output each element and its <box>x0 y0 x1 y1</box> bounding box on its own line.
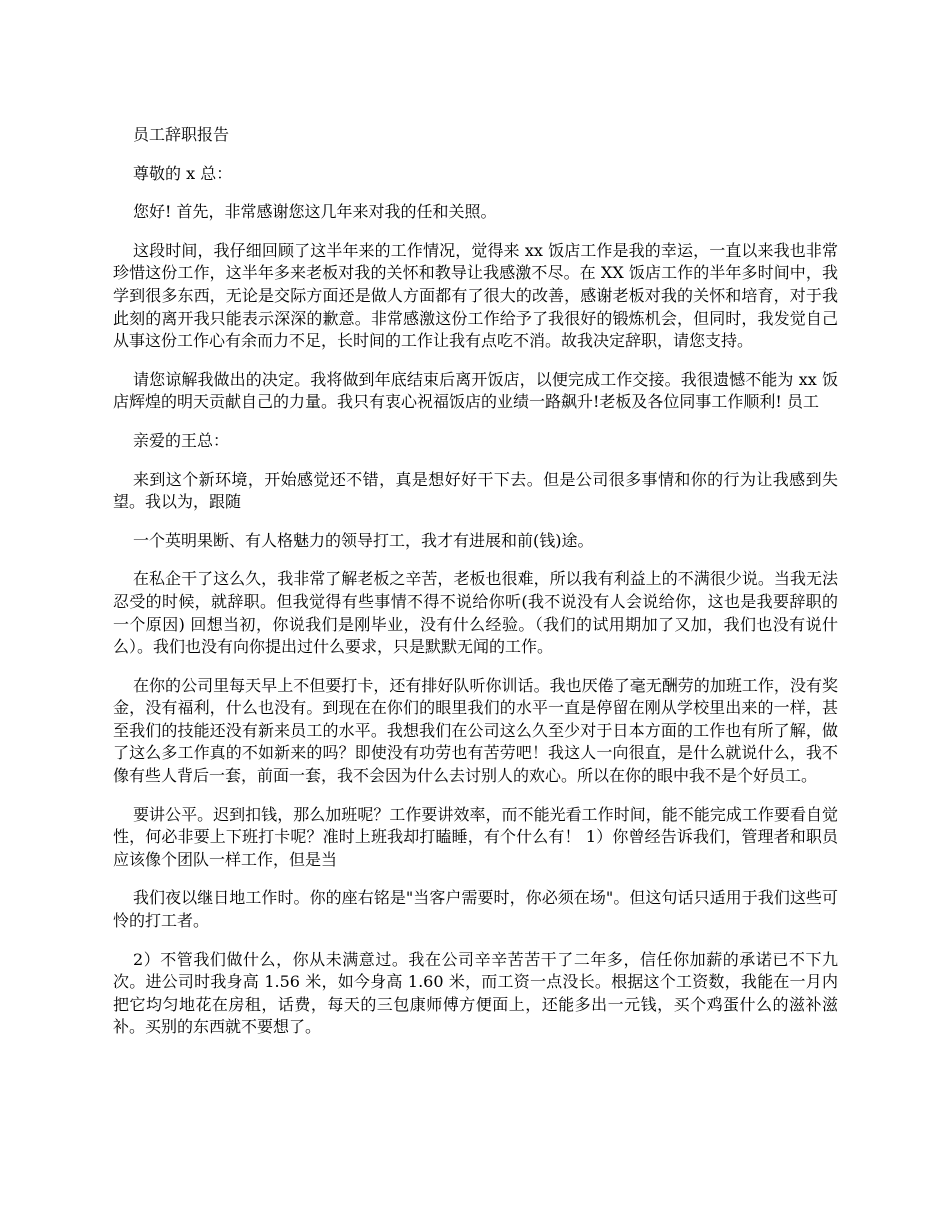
paragraph: 要讲公平。迟到扣钱，那么加班呢？工作要讲效率，而不能光看工作时间，能不能完成工作要看自觉性，何必非要上下班打卡呢？准时上班我却打瞌睡，有个什么有！ 1）你曾经告诉我们，管理者和职员应该像个团队一样工作，但是当 <box>113 804 838 869</box>
document-body <box>113 124 838 1055</box>
paragraph: 来到这个新环境，开始感觉还不错，真是想好好干下去。但是公司很多事情和你的行为让我感到失望。我以为，跟随 <box>113 469 838 512</box>
salutation-1: 尊敬的 x 总： <box>133 163 233 183</box>
paragraph: 2）不管我们做什么，你从未满意过。我在公司辛辛苦苦干了二年多，信任你加薪的承诺已不下九次。进公司时我身高 1.56 米，如今身高 1.60 米，而工资一点没长。根据这个工资数，我能在一月内把它均匀地花在房租，话费，每天的三包康师傅方便面上，还能多出一元钱，买个鸡蛋什么的滋补滋补。买别的东西就不要想了。 <box>113 949 838 1037</box>
salutation-2: 亲爱的王总： <box>133 430 230 450</box>
paragraph: 在你的公司里每天早上不但要打卡，还有排好队听你训话。我也厌倦了毫无酬劳的加班工作，没有奖金，没有福利，什么也没有。到现在在你们的眼里我们的水平一直是停留在刚从学校里出来的一样，甚至我们的技能还没有新来员工的水平。我想我们在公司这么久至少对于日本方面的工作也有所了解，做了这么多工作真的不如新来的吗？即使没有功劳也有苦劳吧！我这人一向很直，是什么就说什么，我不像有些人背后一套，前面一套，我不会因为什么去讨别人的欢心。所以在你的眼中我不是个好员工。 <box>113 675 838 786</box>
paragraph: 您好! 首先，非常感谢您这几年来对我的任和关照。 <box>133 202 497 222</box>
paragraph: 在私企干了这么久，我非常了解老板之辛苦，老板也很难，所以我有利益上的不满很少说。当我无法忍受的时候，就辞职。但我觉得有些事情不得不说给你听(我不说没有人会说给你，这也是我要辞职的一个原因) 回想当初，你说我们是刚毕业，没有什么经验。（我们的试用期加了又加，我们也没有说什么）。我们也没有向你提出过什么要求，只是默默无闻的工作。 <box>113 569 838 657</box>
paragraph: 这段时间，我仔细回顾了这半年来的工作情况，觉得来 xx 饭店工作是我的幸运，一直以来我也非常珍惜这份工作，这半年多来老板对我的关怀和教导让我感激不尽。在 XX 饭店工作的半年多时间中，我学到很多东西，无论是交际方面还是做人方面都有了很大的改善，感谢老板对我的关怀和培育，对于我此刻的离开我只能表示深深的歉意。非常感激这份工作给予了我很好的锻炼机会，但同时，我发觉自己从事这份工作心有余而力不足，长时间的工作让我有点吃不消。故我决定辞职，请您支持。 <box>113 240 838 351</box>
document-title: 员工辞职报告 <box>133 125 230 144</box>
paragraph: 一个英明果断、有人格魅力的领导打工，我才有进展和前(钱)途。 <box>133 530 594 550</box>
paragraph: 我们夜以继日地工作时。你的座右铭是"当客户需要时，你必须在场"。但这句话只适用于我们这些可怜的打工者。 <box>113 888 838 931</box>
paragraph: 请您谅解我做出的决定。我将做到年底结束后离开饭店，以便完成工作交接。我很遗憾不能为 xx 饭店辉煌的明天贡献自己的力量。我只有衷心祝福饭店的业绩一路飙升!老板及各位同事工作顺利! 员工 <box>113 369 838 412</box>
